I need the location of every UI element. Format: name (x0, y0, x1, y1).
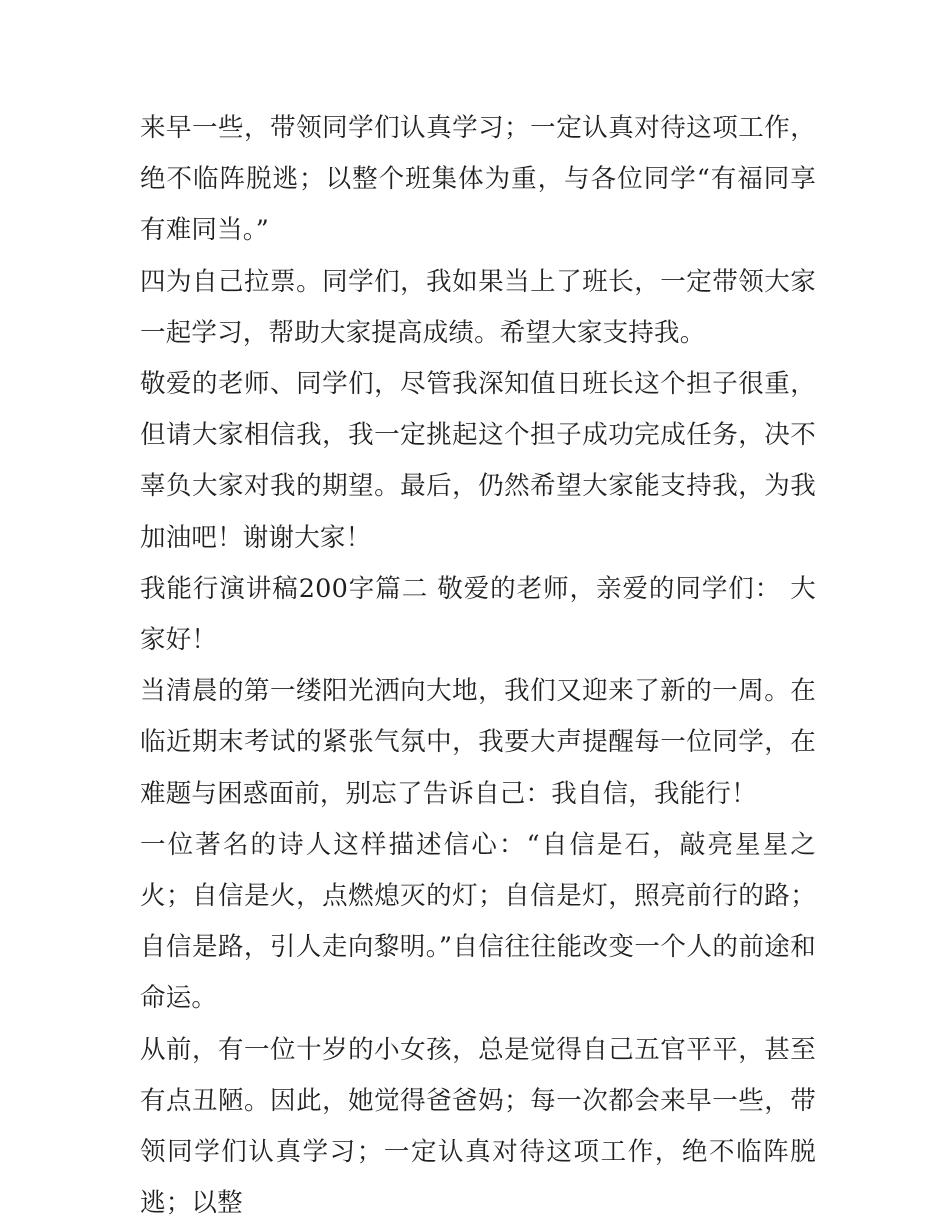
paragraph-4: 我能行演讲稿200字篇二 敬爱的老师，亲爱的同学们： 大家好！ (140, 573, 816, 656)
paragraph-2: 四为自己拉票。同学们，我如果当上了班长，一定带领大家一起学习，帮助大家提高成绩。希望大家支持我。 (140, 266, 816, 348)
document-body (140, 103, 816, 1229)
paragraph-5: 当清晨的第一缕阳光洒向大地，我们又迎来了新的一周。在临近期末考试的紧张气氛中，我要大声提醒每一位同学，在难题与困惑面前，别忘了告诉自己：我自信，我能行！ (140, 676, 816, 809)
paragraph-1: 来早一些，带领同学们认真学习；一定认真对待这项工作，绝不临阵脱逃；以整个班集体为重，与各位同学“有福同享有难同当。” (140, 113, 816, 246)
paragraph-3: 敬爱的老师、同学们，尽管我深知值日班长这个担子很重，但请大家相信我，我一定挑起这个担子成功完成任务，决不辜负大家对我的期望。最后，仍然希望大家能支持我，为我加油吧！谢谢大家！ (140, 369, 816, 553)
paragraph-7: 从前，有一位十岁的小女孩，总是觉得自己五官平平，甚至有点丑陋。因此，她觉得爸爸妈；每一次都会来早一些，带领同学们认真学习；一定认真对待这项工作，绝不临阵脱逃；以整 (140, 1034, 816, 1219)
paragraph-6: 一位著名的诗人这样描述信心：“自信是石，敲亮星星之火；自信是火，点燃熄灭的灯；自信是灯，照亮前行的路；自信是路，引人走向黎明。”自信往往能改变一个人的前途和命运。 (140, 829, 816, 1014)
